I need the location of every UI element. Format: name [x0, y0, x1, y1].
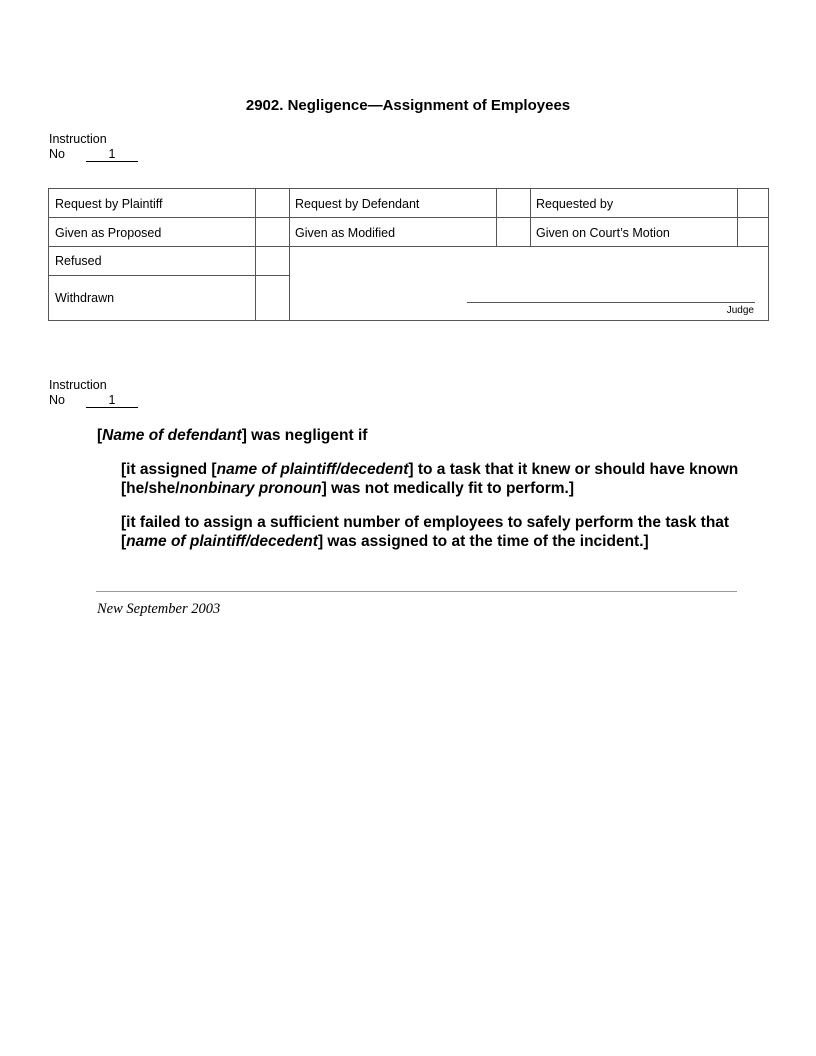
text-fragment: ] to a task that it knew or should have known [he/she/ — [121, 461, 739, 497]
instruction-no-value: 1 — [86, 394, 138, 408]
instruction-paragraph-staffing — [121, 513, 761, 551]
placeholder-defendant-name: Name of defendant — [102, 427, 242, 444]
text-fragment: [it assigned [ — [121, 461, 217, 478]
text-fragment: [it failed to assign a sufficient number of employees to safely perform the task that [ — [121, 514, 730, 550]
instruction-label: Instruction — [49, 378, 107, 392]
grid-col-divider — [530, 189, 531, 246]
grid-col-divider — [289, 189, 290, 320]
instruction-no-label: No — [49, 393, 65, 407]
requested-by-label: Requested by — [536, 197, 614, 211]
instruction-no-label: No — [49, 147, 65, 161]
grid-row-divider — [49, 217, 768, 218]
checkbox-given-as-proposed[interactable] — [256, 218, 289, 246]
checkbox-request-by-defendant[interactable] — [497, 189, 530, 217]
given-as-proposed-label: Given as Proposed — [55, 226, 162, 240]
instruction-paragraph-medical-fitness — [121, 460, 761, 498]
checkbox-requested-by[interactable] — [738, 189, 768, 217]
checkbox-given-as-modified[interactable] — [497, 218, 530, 246]
request-by-defendant-label: Request by Defendant — [295, 197, 420, 211]
placeholder-plaintiff-name: name of plaintiff/decedent — [126, 533, 318, 550]
text-fragment: ] was not medically fit to perform.] — [321, 480, 574, 497]
judge-label: Judge — [726, 305, 754, 316]
text-fragment: ] was negligent if — [241, 427, 368, 444]
request-status-grid — [48, 188, 769, 321]
revision-note: New September 2003 — [97, 601, 221, 617]
grid-row-divider — [49, 246, 768, 247]
footer-divider — [96, 591, 737, 592]
request-by-plaintiff-label: Request by Plaintiff — [55, 197, 163, 211]
given-as-modified-label: Given as Modified — [295, 226, 396, 240]
instruction-intro — [97, 426, 367, 445]
instruction-number-block — [49, 132, 138, 162]
instruction-number-block — [49, 378, 138, 408]
judge-signature-line[interactable] — [467, 302, 755, 303]
checkbox-refused[interactable] — [256, 247, 289, 275]
checkbox-given-on-courts-motion[interactable] — [738, 218, 768, 246]
placeholder-pronoun: nonbinary pronoun — [179, 480, 322, 497]
instruction-no-value: 1 — [86, 148, 138, 162]
checkbox-request-by-plaintiff[interactable] — [256, 189, 289, 217]
withdrawn-label: Withdrawn — [55, 291, 115, 305]
checkbox-withdrawn[interactable] — [256, 276, 289, 320]
grid-row-divider — [49, 275, 289, 276]
instruction-label: Instruction — [49, 132, 107, 146]
placeholder-plaintiff-name: name of plaintiff/decedent — [216, 461, 409, 478]
text-fragment: [ — [97, 427, 103, 444]
refused-label: Refused — [55, 254, 102, 268]
page-title: 2902. Negligence—Assignment of Employees — [245, 97, 571, 114]
text-fragment: ] was assigned to at the time of the incident.] — [317, 533, 649, 550]
given-on-courts-motion-label: Given on Court’s Motion — [536, 226, 670, 240]
